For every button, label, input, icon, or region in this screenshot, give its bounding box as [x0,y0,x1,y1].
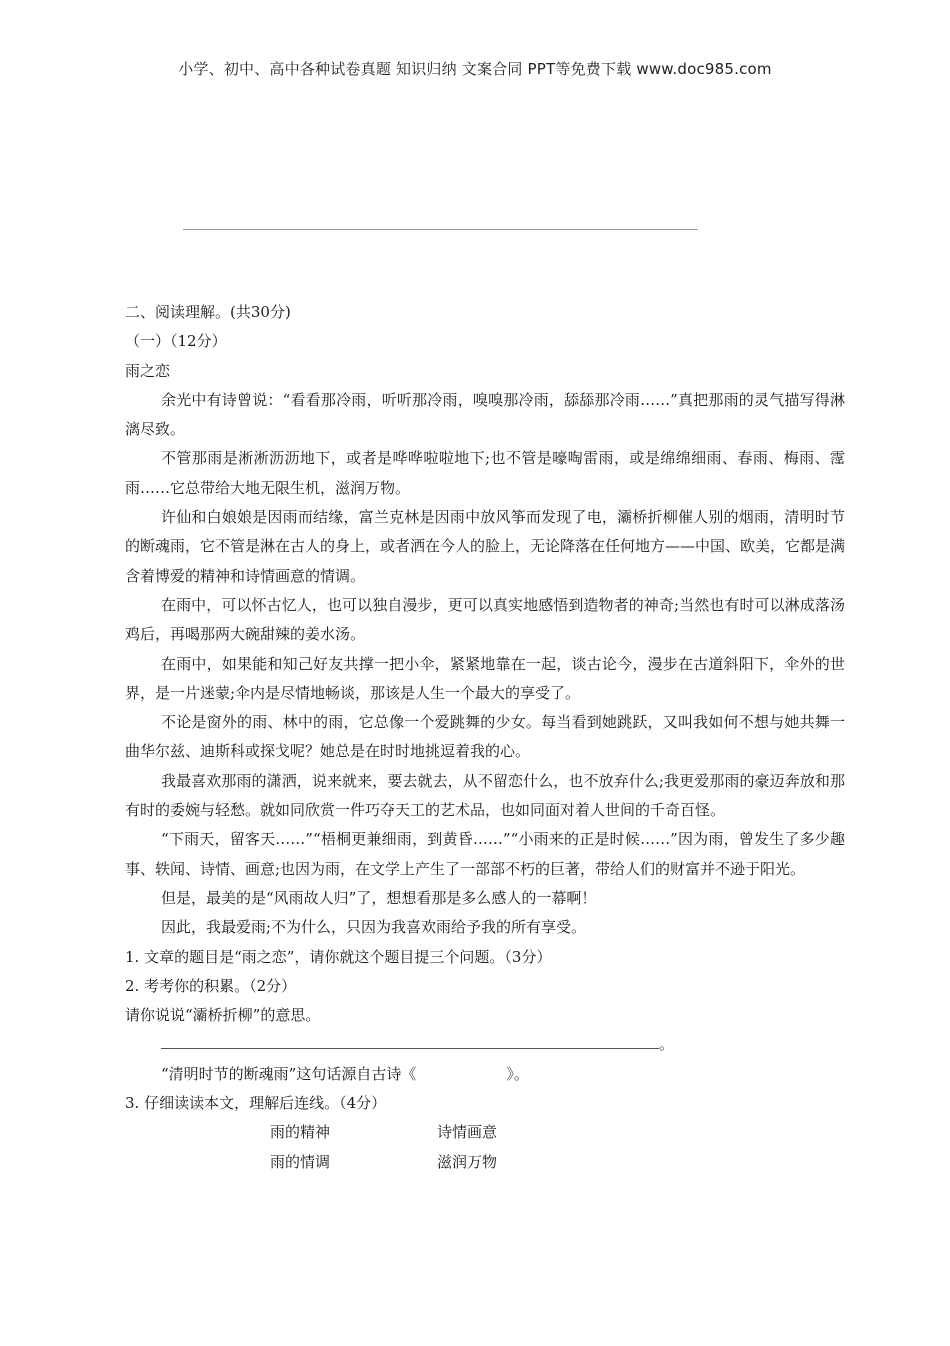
match-row [125,1148,845,1177]
answer-period: 。 [659,1035,675,1054]
site-banner: 小学、初中、高中各种试卷真题 知识归纳 文案合同 PPT等免费下载 www.doc985.com [178,60,772,78]
passage-paragraph-3: 许仙和白娘娘是因雨而结缘，富兰克林是因雨中放风筝而发现了电，灞桥折柳催人别的烟雨，清明时节的断魂雨，它不管是淋在古人的身上，或者洒在今人的脸上，无论降落在任何地方——中国、欧美，它都是满含着博爱的精神和诗情画意的情调。 [125,508,846,585]
question-3: 3. 仔细读读本文，理解后连线。（4分） [125,1094,387,1113]
match-right-item[interactable]: 诗情画意 [437,1123,498,1142]
poem-source-end: 》。 [506,1064,529,1083]
question-1: 1. 文章的题目是“雨之恋”，请你就这个题目提三个问题。（3分） [125,947,552,966]
passage-paragraph-10: 因此，我最爱雨;不为什么，只因为我喜欢雨给予我的所有享受。 [161,918,587,937]
answer-row-1 [125,1030,845,1059]
section-title: 二、阅读理解。(共30分) [125,303,291,321]
answer-line-divider [183,229,698,230]
match-right-item[interactable]: 滋润万物 [437,1152,498,1171]
answer-blank[interactable] [161,1032,659,1049]
reading-section [125,298,845,1177]
passage-paragraph-4: 在雨中，可以怀古忆人，也可以独自漫步，更可以真实地感悟到造物者的神奇;当然也有时可以淋成落汤鸡后，再喝那两大碗甜辣的姜水汤。 [125,595,845,644]
passage-paragraph-7: 我最喜欢那雨的潇洒，说来就来，要去就去，从不留恋什么，也不放弃什么;我更爱那雨的豪迈奔放和那有时的委婉与轻愁。就如同欣赏一件巧夺天工的艺术品，也如同面对着人世间的千奇百怪。 [125,771,845,820]
passage-paragraph-1: 余光中有诗曾说：“看看那冷雨，听听那冷雨，嗅嗅那冷雨，舔舔那冷雨……”真把那雨的灵气描写得淋漓尽致。 [125,390,845,439]
poem-source-prompt: “清明时节的断魂雨”这句话源自古诗《 [161,1064,417,1083]
match-left-item[interactable]: 雨的情调 [270,1152,331,1171]
passage-paragraph-9: 但是，最美的是“风雨故人归”了，想想看那是多么感人的一幕啊！ [161,888,597,907]
question-2-sub-1: 请你说说“灞桥折柳”的意思。 [125,1006,321,1025]
question-2: 2. 考考你的积累。（2分） [125,976,297,995]
passage-paragraph-8: “下雨天，留客天……”“梧桐更兼细雨，到黄昏……”“小雨来的正是时候……”因为雨，曾发生了多少趣事、轶闻、诗情、画意;也因为雨，在文学上产生了一部部不朽的巨著，带给人们的财富并不逊于阳光。 [125,830,845,878]
match-row [125,1118,845,1147]
match-left-item[interactable]: 雨的精神 [270,1123,331,1142]
passage-title: 雨之恋 [125,361,171,380]
question-2-sub-2 [125,1060,845,1089]
passage-paragraph-6: 不论是窗外的雨、林中的雨，它总像一个爱跳舞的少女。每当看到她跳跃，又叫我如何不想与她共舞一曲华尔兹、迪斯科或探戈呢？她总是在时时地挑逗着我的心。 [125,713,845,761]
passage-paragraph-5: 在雨中，如果能和知己好友共撑一把小伞，紧紧地靠在一起，谈古论今，漫步在古道斜阳下，伞外的世界，是一片迷蒙;伞内是尽情地畅谈，那该是人生一个最大的享受了。 [125,654,845,702]
passage-paragraph-2: 不管那雨是淅淅沥沥地下，或者是哗哗啦啦地下;也不管是嚎啕雷雨，或是绵绵细雨、春雨、梅雨、霪雨……它总带给大地无限生机，滋润万物。 [125,449,845,497]
part-heading: （一）（12分） [125,332,227,351]
